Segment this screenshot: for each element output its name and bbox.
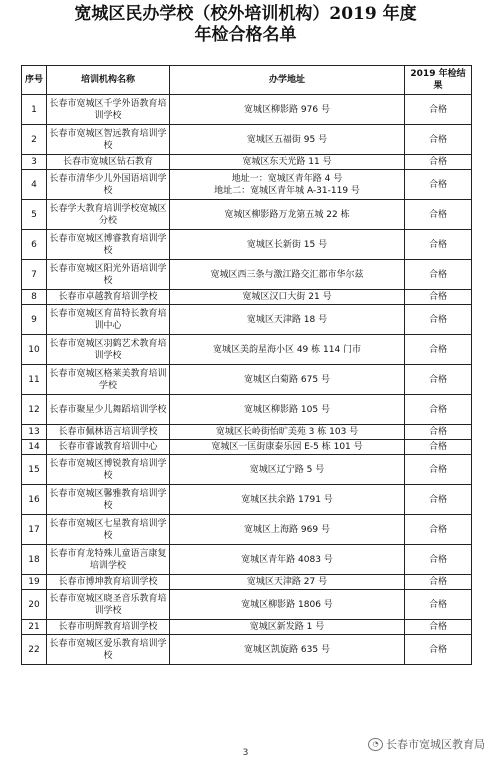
table-row xyxy=(22,620,472,635)
address-line: 宽城区扶余路 1791 号 xyxy=(241,494,333,505)
address-line: 宽城区白菊路 675 号 xyxy=(244,374,330,385)
address-line: 宽城区五福街 95 号 xyxy=(246,134,328,145)
row-number: 22 xyxy=(22,635,47,665)
row-number: 8 xyxy=(22,290,47,305)
institution-name: 长春市宽城区七星教育培训学校 xyxy=(47,515,170,545)
table-row xyxy=(22,95,472,125)
institution-address xyxy=(170,455,405,485)
inspection-result: 合格 xyxy=(405,95,472,125)
institution-address xyxy=(170,335,405,365)
row-number: 1 xyxy=(22,95,47,125)
address-line: 宽城区长岭街怡旷美苑 3 栋 103 号 xyxy=(215,427,359,437)
header-result: 2019 年检结果 xyxy=(405,66,472,95)
institution-name: 长春市宽城区羽鹤艺术教育培训学校 xyxy=(47,335,170,365)
row-number: 14 xyxy=(22,440,47,455)
institution-name: 长春市明辉教育培训学校 xyxy=(47,620,170,635)
row-number: 19 xyxy=(22,575,47,590)
institution-address xyxy=(170,425,405,440)
institution-address xyxy=(170,515,405,545)
institution-name: 长春市佩林语言培训学校 xyxy=(47,425,170,440)
address-line: 宽城区辽宁路 5 号 xyxy=(249,464,325,475)
row-number: 4 xyxy=(22,170,47,200)
header-number: 序号 xyxy=(22,66,47,95)
institution-address xyxy=(170,95,405,125)
institution-name: 长春学大教育培训学校宽城区分校 xyxy=(47,200,170,230)
title-line-1: 宽城区民办学校（校外培训机构）2019 年度 xyxy=(74,4,417,24)
inspection-result: 合格 xyxy=(405,545,472,575)
inspection-result: 合格 xyxy=(405,440,472,455)
table-row xyxy=(22,485,472,515)
table-row xyxy=(22,575,472,590)
institution-address xyxy=(170,485,405,515)
institution-address xyxy=(170,440,405,455)
institution-name: 长春市宽城区智远教育培训学校 xyxy=(47,125,170,155)
inspection-result: 合格 xyxy=(405,230,472,260)
institution-name: 长春市宽城区格莱美教育培训学校 xyxy=(47,365,170,395)
address-line: 宽城区柳影路 1806 号 xyxy=(241,599,333,610)
row-number: 5 xyxy=(22,200,47,230)
table-row xyxy=(22,290,472,305)
inspection-result: 合格 xyxy=(405,485,472,515)
inspection-result: 合格 xyxy=(405,335,472,365)
title-line-2: 年检合格名单 xyxy=(194,25,297,45)
inspection-result: 合格 xyxy=(405,290,472,305)
row-number: 21 xyxy=(22,620,47,635)
address-line: 地址二：宽城区青年城 A-31-119 号 xyxy=(214,185,360,196)
address-line: 宽城区天津路 18 号 xyxy=(246,314,328,325)
address-line: 宽城区长新街 15 号 xyxy=(246,239,328,250)
institution-address xyxy=(170,395,405,425)
institution-address xyxy=(170,590,405,620)
institution-name: 长春市宽城区博锐教育培训学校 xyxy=(47,455,170,485)
inspection-result: 合格 xyxy=(405,170,472,200)
address-line: 宽城区西三条与激江路交汇都市华尔兹 xyxy=(210,269,364,280)
institution-name: 长春市育龙特殊儿童语言康复培训学校 xyxy=(47,545,170,575)
row-number: 6 xyxy=(22,230,47,260)
inspection-result: 合格 xyxy=(405,395,472,425)
institution-name: 长春市卓越教育培训学校 xyxy=(47,290,170,305)
address-line: 宽城区天津路 27 号 xyxy=(246,577,328,587)
institution-address xyxy=(170,365,405,395)
header-institution-name: 培训机构名称 xyxy=(47,66,170,95)
institution-address xyxy=(170,230,405,260)
row-number: 17 xyxy=(22,515,47,545)
inspection-result: 合格 xyxy=(405,575,472,590)
institution-table xyxy=(21,65,472,665)
table-row xyxy=(22,515,472,545)
table-row xyxy=(22,230,472,260)
row-number: 16 xyxy=(22,485,47,515)
address-line: 宽城区东天光路 11 号 xyxy=(242,157,332,167)
institution-address xyxy=(170,170,405,200)
inspection-result: 合格 xyxy=(405,155,472,170)
institution-name: 长春市宽城区博睿教育培训学校 xyxy=(47,230,170,260)
address-line: 宽城区凯旋路 635 号 xyxy=(244,644,330,655)
header-address: 办学地址 xyxy=(170,66,405,95)
inspection-result: 合格 xyxy=(405,200,472,230)
institution-name: 长春市宽城区晓圣音乐教育培训学校 xyxy=(47,590,170,620)
row-number: 10 xyxy=(22,335,47,365)
table-row xyxy=(22,395,472,425)
institution-name: 长春市宽城区钻石教育 xyxy=(47,155,170,170)
institution-address xyxy=(170,575,405,590)
inspection-result: 合格 xyxy=(405,635,472,665)
institution-address xyxy=(170,200,405,230)
inspection-result: 合格 xyxy=(405,305,472,335)
document-title xyxy=(0,4,491,46)
address-line: 宽城区青年路 4083 号 xyxy=(241,554,333,565)
table-row xyxy=(22,200,472,230)
institution-address xyxy=(170,260,405,290)
table-row xyxy=(22,155,472,170)
address-line: 宽城区柳影路 105 号 xyxy=(244,404,330,415)
page-number: 3 xyxy=(242,748,249,758)
inspection-result: 合格 xyxy=(405,590,472,620)
address-line: 宽城区上海路 969 号 xyxy=(244,524,330,535)
watermark-text: 长春市宽城区教育局 xyxy=(386,738,485,751)
inspection-result: 合格 xyxy=(405,425,472,440)
table-row xyxy=(22,425,472,440)
table-row xyxy=(22,365,472,395)
institution-address xyxy=(170,155,405,170)
row-number: 2 xyxy=(22,125,47,155)
institution-address xyxy=(170,620,405,635)
address-line: 地址一：宽城区青年路 4 号 xyxy=(231,173,343,184)
address-line: 宽城区柳影路 976 号 xyxy=(244,104,330,115)
table-row xyxy=(22,545,472,575)
institution-name: 长春市宽城区育苗特长教育培训中心 xyxy=(47,305,170,335)
row-number: 18 xyxy=(22,545,47,575)
address-line: 宽城区柳影路万龙第五城 22 栋 xyxy=(224,209,350,220)
wechat-icon: ◔ xyxy=(368,738,383,751)
table-header-row xyxy=(22,66,472,95)
table-row xyxy=(22,125,472,155)
wechat-watermark xyxy=(368,736,485,752)
institution-name: 长春市博坤教育培训学校 xyxy=(47,575,170,590)
table-row xyxy=(22,305,472,335)
row-number: 20 xyxy=(22,590,47,620)
row-number: 15 xyxy=(22,455,47,485)
row-number: 13 xyxy=(22,425,47,440)
inspection-result: 合格 xyxy=(405,260,472,290)
institution-name: 长春市聚星少儿舞蹈培训学校 xyxy=(47,395,170,425)
row-number: 7 xyxy=(22,260,47,290)
institution-name: 长春市睿诚教育培训中心 xyxy=(47,440,170,455)
address-line: 宽城区美韵星海小区 49 栋 114 门市 xyxy=(212,344,362,355)
institution-address xyxy=(170,545,405,575)
row-number: 9 xyxy=(22,305,47,335)
institution-name: 长春市宽城区馨雅教育培训学校 xyxy=(47,485,170,515)
inspection-result: 合格 xyxy=(405,515,472,545)
institution-name: 长春市宽城区阳光外语培训学校 xyxy=(47,260,170,290)
institution-address xyxy=(170,125,405,155)
table-row xyxy=(22,260,472,290)
row-number: 11 xyxy=(22,365,47,395)
address-line: 宽城区一匡街康泰乐园 E-5 栋 101 号 xyxy=(211,442,363,452)
inspection-result: 合格 xyxy=(405,365,472,395)
table-row xyxy=(22,590,472,620)
institution-name: 长春市宽城区爱乐教育培训学校 xyxy=(47,635,170,665)
row-number: 3 xyxy=(22,155,47,170)
institution-address xyxy=(170,290,405,305)
table-body xyxy=(22,95,472,665)
institution-address xyxy=(170,305,405,335)
address-line: 宽城区新发路 1 号 xyxy=(249,622,325,632)
institution-address xyxy=(170,635,405,665)
table-row xyxy=(22,170,472,200)
inspection-result: 合格 xyxy=(405,455,472,485)
table-row xyxy=(22,455,472,485)
institution-name: 长春市清华少儿外国语培训学校 xyxy=(47,170,170,200)
inspection-result: 合格 xyxy=(405,125,472,155)
table-row xyxy=(22,335,472,365)
institution-name: 长春市宽城区千学外语教育培训学校 xyxy=(47,95,170,125)
address-line: 宽城区汉口大街 21 号 xyxy=(242,292,332,302)
table-row xyxy=(22,440,472,455)
inspection-result: 合格 xyxy=(405,620,472,635)
row-number: 12 xyxy=(22,395,47,425)
table-row xyxy=(22,635,472,665)
